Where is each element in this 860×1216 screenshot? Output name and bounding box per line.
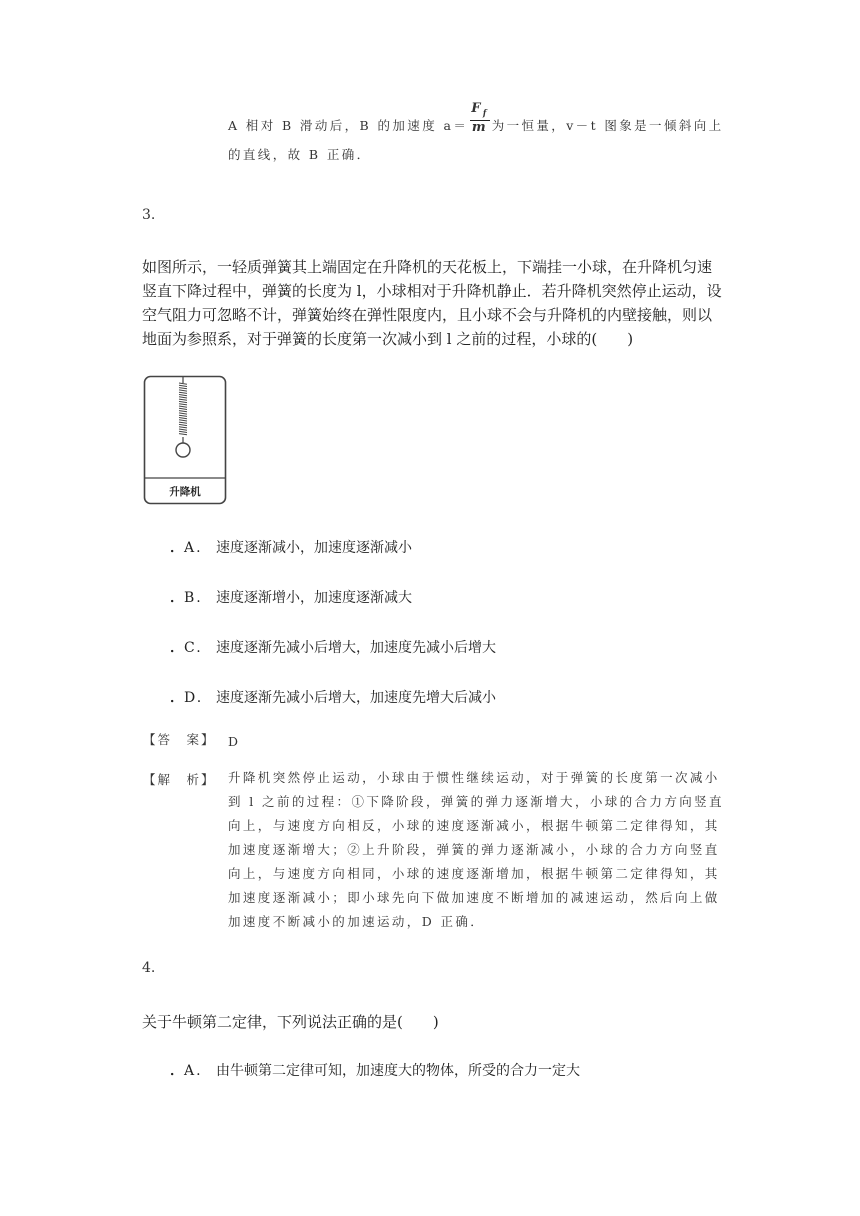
ball [176,443,190,457]
analysis-text: 升降机突然停止运动，小球由于惯性继续运动，对于弹簧的长度第一次减小到 l 之前的过程：①下降阶段，弹簧的弹力逐渐增大，小球的合力方向竖直向上，与速度方向相反，小球的速度逐渐减小，根据牛顿第二定律得知，其加速度逐渐增大；②上升阶段，弹簧的弹力逐渐减小，小球的合力方向竖直向上，与速度方向相同，小球的速度逐渐增加，根据牛顿第二定律得知，其加速度逐渐减小；即小球先向下做加速度不断增加的减速运动，然后向上做加速度不断减小的加速运动，D 正确． [228,770,724,929]
option-text: 速度逐渐先减小后增大，加速度先减小后增大 [216,640,496,656]
question-stem: 如图所示，一轻质弹簧其上端固定在升降机的天花板上，下端挂一小球，在升降机匀速竖直下降过程中，弹簧的长度为 l，小球相对于升降机静止．若升降机突然停止运动，设空气阻力可忽略不计，弹簧始终在弹性限度内，且小球不会与升降机的内壁接触，则以地面为参照系，对于弹簧的长度第一次减小到 l 之前的过程，小球的( ) [142,258,722,348]
option-text: 速度逐渐先减小后增大，加速度先增大后减小 [216,690,496,706]
answer-label: 【答 案】 [143,732,216,747]
elevator-spring-figure [143,375,227,505]
option-a[interactable]: ．A. 由牛顿第二定律可知，加速度大的物体，所受的合力一定大 [170,1063,580,1079]
force-over-mass-fraction: $\frac{F_f}{m}$ [471,101,489,135]
option-text: 速度逐渐增小，加速度逐渐减大 [216,590,412,606]
option-a[interactable]: ．A. 速度逐渐减小，加速度逐渐减小 [170,540,412,556]
question-number: 3. [142,207,156,223]
elevator-diagram [143,375,227,505]
option-d[interactable]: ．D. 速度逐渐先减小后增大，加速度先增大后减小 [170,690,496,706]
option-c[interactable]: ．C. 速度逐渐先减小后增大，加速度先减小后增大 [170,640,496,656]
question-stem: 关于牛顿第二定律，下列说法正确的是( ) [142,1013,439,1031]
option-text: 由牛顿第二定律可知，加速度大的物体，所受的合力一定大 [216,1063,580,1079]
answer-value: D [228,734,241,749]
previous-explanation [228,101,728,167]
option-text: 速度逐渐减小，加速度逐渐减小 [216,540,412,556]
figure-label: 升降机 [169,486,201,498]
explanation-text-part1: A 相对 B 滑动后，B 的加速度 a＝ [228,117,469,133]
option-b[interactable]: ．B. 速度逐渐增小，加速度逐渐减大 [170,590,412,606]
question-number: 4. [142,960,156,976]
analysis-label: 【解 析】 [143,772,216,787]
explanation-text-part2: 为一恒量，v－t 图象是一倾斜向上的直线，故 B 正确． [228,117,724,162]
